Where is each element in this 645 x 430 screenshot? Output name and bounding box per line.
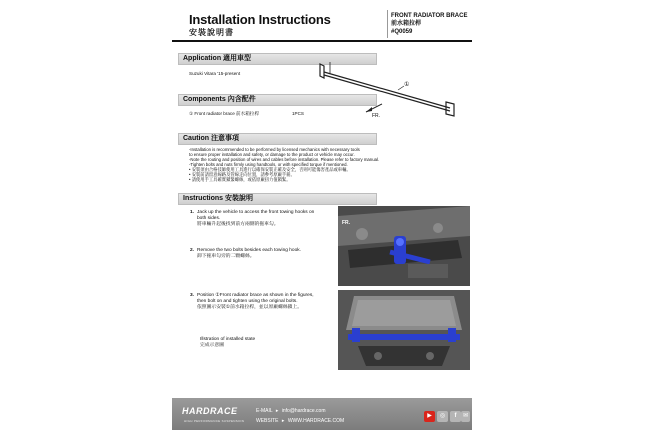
step-number: 2. [190, 248, 195, 253]
instructions-band [178, 193, 377, 205]
illustration-caption-zh: 完成示意圖 [200, 343, 224, 348]
caution-line: • 安裝須由合格技師使用工具進行以確保安裝正確及安全，否則可能傷害產品或車輛。 [189, 167, 351, 172]
step-text-cont: both sides. [197, 216, 221, 221]
instructions-heading: Instructions 安裝說明 [183, 195, 254, 202]
installed-state-photo [338, 290, 470, 370]
email-link[interactable]: info@hardrace.com [281, 408, 326, 414]
towing-hook-illustration [338, 206, 470, 286]
step-text-cont: then bolt on and tighten using the original bolts. [197, 299, 298, 304]
caution-line: -Tighten bolts and nuts firmly using handtools, or with specified torque if mentioned. [189, 162, 348, 167]
towing-hook-photo [338, 206, 470, 286]
caution-line: • 請使用手工具確實鎖緊螺絲，或依原廠扭力值鎖緊。 [189, 177, 291, 182]
step-text-zh: 依照圖示安裝①前水箱拉桿，並以原廠螺絲鎖上。 [197, 305, 303, 310]
caution-band [178, 133, 377, 145]
footer [172, 398, 472, 430]
illustration-caption: Illstration of installed state [200, 337, 256, 342]
diagram-direction-label: FR. [372, 113, 381, 119]
product-info [391, 12, 467, 36]
footer-website: WEBSITE ▸ WWW.HARDRACE.COM [256, 418, 345, 424]
brace-diagram [310, 56, 470, 126]
header-divider [387, 10, 388, 38]
email-label: E-MAIL [256, 408, 273, 414]
application-vehicle: Suzuki Vitara '15-present [189, 71, 241, 76]
application-heading: Application 適用車型 [183, 55, 252, 62]
step-text: Position ①Front radiator brace as shown in the figures, [197, 293, 314, 298]
instagram-icon[interactable]: ◎ [437, 411, 448, 422]
page-subtitle: 安裝說明書 [189, 28, 234, 37]
footer-email: E-MAIL ▸ info@hardrace.com [256, 408, 326, 414]
brace-mount-right [446, 102, 454, 116]
caution-line: • 安裝前請留意線路及管線走向位置，請參考原廠手冊。 [189, 172, 295, 177]
diagram-callout: ① [404, 82, 410, 88]
wechat-icon[interactable]: ✉ [461, 411, 470, 422]
step-number: 3. [190, 293, 195, 298]
photo-direction-label: FR. [342, 220, 351, 226]
step-text: Remove the two bolts besides each towing hook. [197, 248, 301, 253]
page-title: Installation Instructions [189, 12, 331, 27]
product-name: FRONT RADIATOR BRACE [391, 13, 468, 19]
component-name: Front radiator brace 前水箱拉桿 [194, 111, 259, 116]
installed-state-illustration [338, 290, 470, 370]
step-text-zh: 卸下拖車勾旁的二顆螺絲。 [197, 254, 255, 259]
caution-line: to ensure proper installation and safety, or damage to the product or vehicle may occur. [189, 152, 355, 157]
components-heading: Components 內含配件 [183, 96, 256, 103]
product-name-zh: 前水箱拉桿 [391, 21, 422, 27]
step-text-zh: 將車輛升起後找到前方兩側的拖車勾。 [197, 222, 279, 227]
caution-heading: Caution 注意事項 [183, 135, 239, 142]
youtube-icon[interactable]: ▶ [424, 411, 435, 422]
facebook-icon[interactable]: f [450, 411, 461, 422]
header-rule [172, 40, 472, 42]
step-text: Jack up the vehicle to access the front towing hooks on [197, 210, 315, 215]
component-item [189, 111, 259, 116]
step-number: 1. [190, 210, 195, 215]
brand-logo: HARDRACE [182, 406, 238, 416]
website-link[interactable]: WWW.HARDRACE.COM [287, 418, 345, 424]
brace-mount-left [320, 64, 324, 78]
caution-line: -Installation is recommended to be performed by licensed mechanics with necessary tools [189, 147, 360, 152]
website-label: WEBSITE [256, 418, 279, 424]
product-code: #Q0059 [391, 29, 413, 35]
components-band [178, 94, 377, 106]
brand-tagline: HIGH PERFORMANCE SUSPENSION [184, 419, 245, 423]
caution-line: -Note the routing and position of wires and cables before installation. Please refer to factory manual. [189, 157, 380, 162]
component-num: ① [189, 111, 194, 116]
component-qty: 1PCS [292, 111, 305, 116]
